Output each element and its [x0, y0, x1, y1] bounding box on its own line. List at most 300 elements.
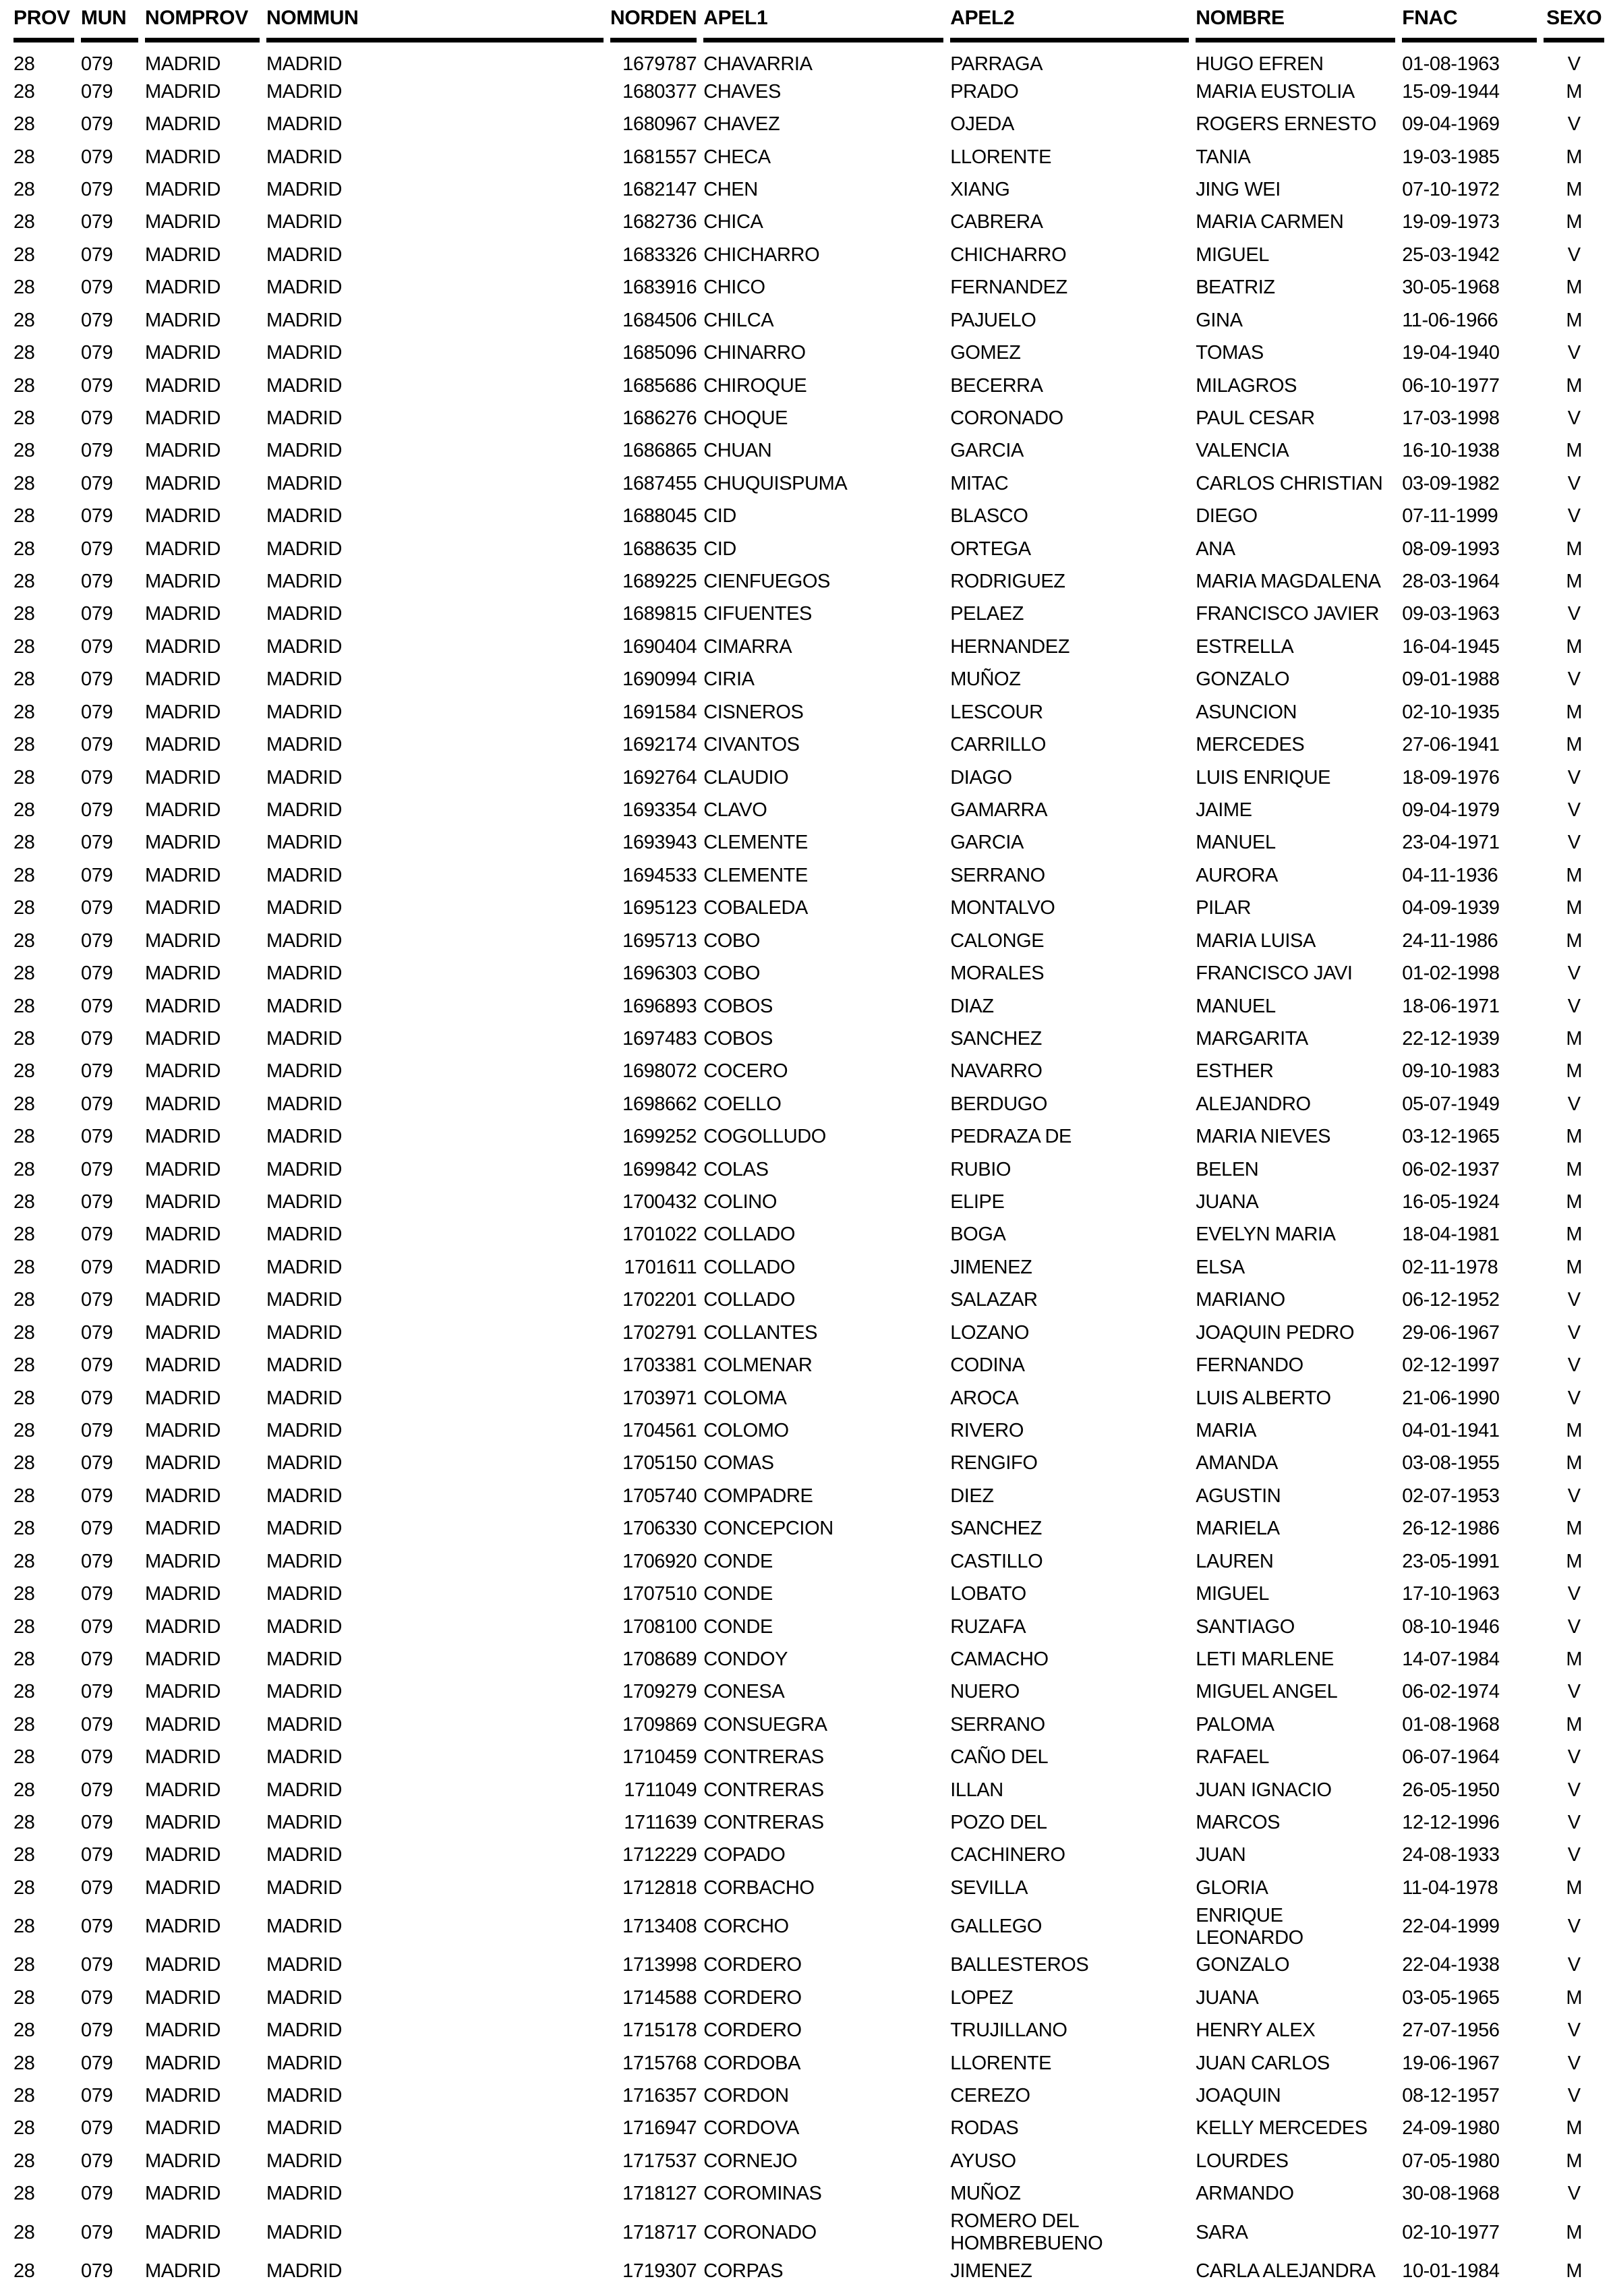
cell-mun: 079 [81, 1027, 113, 1050]
cell-prov: 28 [13, 1191, 35, 1213]
cell-apel1: CHICHARRO [703, 243, 820, 266]
cell-fnac: 04-09-1939 [1402, 897, 1500, 919]
cell-apel2: MORALES [950, 963, 1045, 985]
cell-nommun: MADRID [266, 1224, 342, 1246]
cell-apel1: COLINO [703, 1191, 778, 1213]
cell-nomprov: MADRID [145, 1060, 221, 1083]
cell-nomprov: MADRID [145, 635, 221, 658]
cell-apel1: CHAVES [703, 80, 781, 103]
cell-apel1: CORDERO [703, 2019, 802, 2042]
cell-nomprov: MADRID [145, 1583, 221, 1605]
cell-nombre: LAUREN [1196, 1550, 1274, 1572]
table-row [13, 206, 1604, 239]
table-row [13, 1643, 1604, 1675]
cell-fnac: 27-06-1941 [1402, 734, 1500, 756]
cell-fnac: 24-11-1986 [1402, 929, 1498, 952]
cell-apel1: CHUQUISPUMA [703, 472, 848, 494]
cell-nomprov: MADRID [145, 407, 221, 429]
cell-nombre: MARGARITA [1196, 1027, 1308, 1050]
cell-prov: 28 [13, 2150, 35, 2172]
table-row [13, 76, 1604, 108]
cell-mun: 079 [81, 178, 113, 200]
cell-sexo: V [1567, 1812, 1581, 1834]
table-row [13, 1121, 1604, 1153]
cell-norden: 1715178 [622, 2019, 697, 2042]
cell-prov: 28 [13, 440, 35, 462]
cell-sexo: V [1567, 603, 1581, 625]
cell-fnac: 02-11-1978 [1402, 1256, 1498, 1278]
cell-sexo: V [1567, 1321, 1581, 1344]
table-row [13, 1839, 1604, 1872]
col-header-sexo: SEXO [1544, 0, 1604, 42]
cell-nommun: MADRID [266, 2052, 342, 2074]
cell-nombre: JUANA [1196, 1986, 1259, 2009]
cell-nommun: MADRID [266, 571, 342, 593]
table-row [13, 1284, 1604, 1317]
cell-mun: 079 [81, 635, 113, 658]
cell-norden: 1716357 [622, 2085, 697, 2107]
cell-fnac: 09-03-1963 [1402, 603, 1500, 625]
cell-apel2: RUZAFA [950, 1615, 1026, 1638]
cell-nommun: MADRID [266, 1321, 342, 1344]
cell-apel1: COLLADO [703, 1289, 796, 1311]
cell-norden: 1684506 [622, 309, 697, 331]
cell-norden: 1693354 [622, 799, 697, 821]
cell-nombre: LUIS ALBERTO [1196, 1387, 1331, 1409]
cell-mun: 079 [81, 1158, 113, 1180]
cell-nommun: MADRID [266, 80, 342, 103]
cell-norden: 1701611 [624, 1256, 697, 1278]
cell-nomprov: MADRID [145, 1550, 221, 1572]
cell-apel1: CONDOY [703, 1648, 788, 1670]
cell-nomprov: MADRID [145, 1224, 221, 1246]
table-row [13, 925, 1604, 957]
cell-nombre: GINA [1196, 309, 1243, 331]
table-row [13, 1709, 1604, 1741]
cell-apel2: CASTILLO [950, 1550, 1043, 1572]
cell-norden: 1680377 [622, 80, 697, 103]
cell-fnac: 08-10-1946 [1402, 1615, 1500, 1638]
cell-nommun: MADRID [266, 2183, 342, 2205]
table-row [13, 1982, 1604, 2014]
cell-sexo: M [1566, 440, 1583, 462]
cell-sexo: V [1567, 1485, 1581, 1507]
cell-nomprov: MADRID [145, 929, 221, 952]
cell-apel2: TRUJILLANO [950, 2019, 1067, 2042]
cell-nombre: CARLA ALEJANDRA [1196, 2260, 1376, 2282]
cell-apel2: CAMACHO [950, 1648, 1049, 1670]
cell-mun: 079 [81, 1289, 113, 1311]
table-row [13, 696, 1604, 728]
cell-nomprov: MADRID [145, 2117, 221, 2140]
cell-norden: 1703971 [622, 1387, 697, 1409]
cell-sexo: V [1567, 2085, 1581, 2107]
cell-fnac: 05-07-1949 [1402, 1093, 1500, 1115]
table-row [13, 892, 1604, 925]
cell-norden: 1681557 [622, 146, 697, 168]
cell-fnac: 27-07-1956 [1402, 2019, 1500, 2042]
cell-fnac: 02-10-1977 [1402, 2221, 1500, 2243]
cell-prov: 28 [13, 929, 35, 952]
cell-norden: 1705150 [622, 1452, 697, 1474]
cell-fnac: 10-01-1984 [1402, 2260, 1500, 2282]
cell-sexo: M [1566, 701, 1583, 723]
cell-apel2: SALAZAR [950, 1289, 1038, 1311]
cell-mun: 079 [81, 277, 113, 299]
cell-apel2: OJEDA [950, 113, 1014, 136]
cell-apel1: CONESA [703, 1681, 785, 1703]
cell-sexo: V [1567, 1387, 1581, 1409]
cell-prov: 28 [13, 2052, 35, 2074]
cell-norden: 1713998 [622, 1954, 697, 1976]
table-row [13, 1414, 1604, 1447]
table-row [13, 1545, 1604, 1578]
table-row [13, 1153, 1604, 1186]
cell-apel2: CABRERA [950, 211, 1043, 233]
cell-fnac: 08-09-1993 [1402, 538, 1500, 560]
cell-apel2: LOBATO [950, 1583, 1026, 1605]
cell-nomprov: MADRID [145, 309, 221, 331]
cell-nomprov: MADRID [145, 1876, 221, 1899]
cell-fnac: 16-04-1945 [1402, 635, 1500, 658]
cell-nommun: MADRID [266, 1158, 342, 1180]
cell-mun: 079 [81, 2150, 113, 2172]
cell-nombre: PALOMA [1196, 1713, 1274, 1735]
cell-sexo: V [1567, 1779, 1581, 1801]
cell-nomprov: MADRID [145, 146, 221, 168]
cell-nomprov: MADRID [145, 1452, 221, 1474]
cell-nommun: MADRID [266, 1485, 342, 1507]
cell-nombre: MARIA CARMEN [1196, 211, 1344, 233]
cell-sexo: M [1566, 571, 1583, 593]
cell-nomprov: MADRID [145, 472, 221, 494]
cell-norden: 1688045 [622, 505, 697, 527]
cell-nomprov: MADRID [145, 53, 221, 75]
cell-norden: 1695713 [622, 929, 697, 952]
cell-norden: 1690404 [622, 635, 697, 658]
cell-sexo: V [1567, 243, 1581, 266]
cell-fnac: 19-06-1967 [1402, 2052, 1500, 2074]
cell-norden: 1686276 [622, 407, 697, 429]
cell-nommun: MADRID [266, 1256, 342, 1278]
cell-mun: 079 [81, 2221, 113, 2243]
cell-mun: 079 [81, 2260, 113, 2282]
cell-apel1: CONDE [703, 1550, 773, 1572]
cell-fnac: 30-08-1968 [1402, 2183, 1500, 2205]
cell-nomprov: MADRID [145, 374, 221, 397]
cell-apel1: CONDE [703, 1615, 773, 1638]
cell-fnac: 17-03-1998 [1402, 407, 1500, 429]
cell-nomprov: MADRID [145, 505, 221, 527]
cell-nombre: JUAN CARLOS [1196, 2052, 1330, 2074]
cell-nombre: MARIA NIEVES [1196, 1126, 1331, 1148]
cell-apel1: COCERO [703, 1060, 788, 1083]
cell-nombre: LOURDES [1196, 2150, 1289, 2172]
cell-nomprov: MADRID [145, 995, 221, 1017]
table-row [13, 598, 1604, 631]
cell-mun: 079 [81, 2052, 113, 2074]
table-row [13, 1949, 1604, 1982]
cell-norden: 1711639 [624, 1812, 697, 1834]
cell-nommun: MADRID [266, 832, 342, 854]
cell-fnac: 12-12-1996 [1402, 1812, 1500, 1834]
cell-norden: 1709279 [622, 1681, 697, 1703]
cell-nomprov: MADRID [145, 277, 221, 299]
table-row [13, 1251, 1604, 1284]
cell-apel1: CONDE [703, 1583, 773, 1605]
table-row [13, 1578, 1604, 1610]
cell-fnac: 01-02-1998 [1402, 963, 1500, 985]
table-header [13, 0, 1604, 42]
cell-sexo: V [1567, 766, 1581, 788]
cell-apel2: CAÑO DEL [950, 1746, 1049, 1769]
cell-sexo: M [1566, 1191, 1583, 1213]
cell-apel1: CHEN [703, 178, 758, 200]
cell-mun: 079 [81, 113, 113, 136]
cell-mun: 079 [81, 1060, 113, 1083]
cell-norden: 1702201 [622, 1289, 697, 1311]
cell-apel2: NAVARRO [950, 1060, 1043, 1083]
cell-sexo: M [1566, 897, 1583, 919]
cell-apel2: BLASCO [950, 505, 1028, 527]
cell-nomprov: MADRID [145, 766, 221, 788]
cell-norden: 1714588 [622, 1986, 697, 2009]
cell-nombre: HUGO EFREN [1196, 53, 1324, 75]
cell-prov: 28 [13, 1954, 35, 1976]
cell-apel2: CEREZO [950, 2085, 1030, 2107]
cell-nommun: MADRID [266, 635, 342, 658]
cell-nommun: MADRID [266, 1550, 342, 1572]
cell-mun: 079 [81, 1615, 113, 1638]
cell-fnac: 18-04-1981 [1402, 1224, 1500, 1246]
cell-norden: 1685686 [622, 374, 697, 397]
cell-sexo: M [1566, 1158, 1583, 1180]
cell-mun: 079 [81, 929, 113, 952]
cell-sexo: M [1566, 1550, 1583, 1572]
cell-fnac: 23-05-1991 [1402, 1550, 1500, 1572]
cell-sexo: M [1566, 1060, 1583, 1083]
table-row [13, 1872, 1604, 1904]
cell-norden: 1699842 [622, 1158, 697, 1180]
cell-nommun: MADRID [266, 668, 342, 691]
cell-prov: 28 [13, 1713, 35, 1735]
cell-mun: 079 [81, 603, 113, 625]
cell-nommun: MADRID [266, 929, 342, 952]
table-row [13, 2014, 1604, 2046]
cell-fnac: 19-04-1940 [1402, 342, 1500, 364]
cell-apel2: LOPEZ [950, 1986, 1014, 2009]
cell-prov: 28 [13, 178, 35, 200]
cell-mun: 079 [81, 1681, 113, 1703]
cell-apel1: CHICO [703, 277, 765, 299]
cell-sexo: V [1567, 2019, 1581, 2042]
cell-apel1: CHICA [703, 211, 763, 233]
cell-nomprov: MADRID [145, 440, 221, 462]
table-row [13, 762, 1604, 794]
cell-norden: 1706920 [622, 1550, 697, 1572]
cell-prov: 28 [13, 277, 35, 299]
cell-nombre: HENRY ALEX [1196, 2019, 1316, 2042]
table-row [13, 1219, 1604, 1251]
table-row [13, 1447, 1604, 1480]
cell-fnac: 26-12-1986 [1402, 1518, 1500, 1540]
cell-mun: 079 [81, 243, 113, 266]
cell-nomprov: MADRID [145, 864, 221, 886]
cell-norden: 1713408 [622, 1916, 697, 1938]
cell-mun: 079 [81, 2085, 113, 2107]
cell-apel2: MUÑOZ [950, 2183, 1021, 2205]
cell-nombre: FRANCISCO JAVIER [1196, 603, 1380, 625]
col-header-apel2: APEL2 [950, 0, 1189, 42]
cell-nomprov: MADRID [145, 1681, 221, 1703]
header-row [13, 0, 1604, 42]
cell-sexo: M [1566, 2117, 1583, 2140]
cell-nomprov: MADRID [145, 243, 221, 266]
cell-nombre: AGUSTIN [1196, 1485, 1281, 1507]
cell-mun: 079 [81, 995, 113, 1017]
cell-apel1: COLLADO [703, 1224, 796, 1246]
cell-norden: 1712818 [622, 1876, 697, 1899]
cell-mun: 079 [81, 472, 113, 494]
cell-nomprov: MADRID [145, 1158, 221, 1180]
cell-sexo: V [1567, 1954, 1581, 1976]
cell-nommun: MADRID [266, 505, 342, 527]
cell-norden: 1700432 [622, 1191, 697, 1213]
cell-prov: 28 [13, 1126, 35, 1148]
table-row [13, 2113, 1604, 2145]
col-header-fnac: FNAC [1402, 0, 1537, 42]
cell-prov: 28 [13, 701, 35, 723]
cell-apel2: SERRANO [950, 864, 1045, 886]
cell-prov: 28 [13, 407, 35, 429]
cell-mun: 079 [81, 1387, 113, 1409]
cell-sexo: M [1566, 1518, 1583, 1540]
cell-mun: 079 [81, 2019, 113, 2042]
cell-prov: 28 [13, 995, 35, 1017]
cell-nommun: MADRID [266, 1191, 342, 1213]
cell-apel2: PARRAGA [950, 53, 1043, 75]
cell-nombre: SANTIAGO [1196, 1615, 1295, 1638]
cell-nombre: ESTHER [1196, 1060, 1274, 1083]
cell-nommun: MADRID [266, 963, 342, 985]
cell-nombre: TOMAS [1196, 342, 1264, 364]
table-row [13, 957, 1604, 989]
cell-fnac: 18-09-1976 [1402, 766, 1500, 788]
cell-apel1: CONSUEGRA [703, 1713, 827, 1735]
table-row [13, 1611, 1604, 1643]
cell-prov: 28 [13, 2183, 35, 2205]
cell-sexo: V [1567, 832, 1581, 854]
cell-nommun: MADRID [266, 1452, 342, 1474]
cell-prov: 28 [13, 1986, 35, 2009]
cell-prov: 28 [13, 832, 35, 854]
cell-nomprov: MADRID [145, 701, 221, 723]
cell-sexo: M [1566, 1027, 1583, 1050]
cell-prov: 28 [13, 2117, 35, 2140]
cell-prov: 28 [13, 80, 35, 103]
cell-nommun: MADRID [266, 1387, 342, 1409]
cell-prov: 28 [13, 1844, 35, 1866]
cell-nommun: MADRID [266, 1746, 342, 1769]
cell-nombre: MARIA [1196, 1420, 1257, 1441]
cell-nombre: MARIELA [1196, 1518, 1280, 1540]
col-header-nombre: NOMBRE [1196, 0, 1395, 42]
cell-sexo: V [1567, 963, 1581, 985]
cell-apel1: CIENFUEGOS [703, 571, 830, 593]
roster-table [7, 0, 1611, 2287]
cell-apel2: RODAS [950, 2117, 1019, 2140]
cell-nomprov: MADRID [145, 1779, 221, 1801]
cell-prov: 28 [13, 1583, 35, 1605]
cell-nommun: MADRID [266, 766, 342, 788]
cell-apel1: CID [703, 505, 736, 527]
table-row [13, 435, 1604, 467]
cell-nombre: LETI MARLENE [1196, 1648, 1334, 1670]
cell-norden: 1697483 [622, 1027, 697, 1050]
cell-apel2: ROMERO DEL HOMBREBUENO [950, 2210, 1103, 2254]
table-row [13, 402, 1604, 434]
cell-prov: 28 [13, 1746, 35, 1769]
cell-sexo: M [1566, 1713, 1583, 1735]
cell-fnac: 25-03-1942 [1402, 243, 1500, 266]
cell-mun: 079 [81, 374, 113, 397]
cell-apel1: COLAS [703, 1158, 769, 1180]
cell-mun: 079 [81, 1746, 113, 1769]
cell-norden: 1701022 [622, 1224, 697, 1246]
table-row [13, 304, 1604, 337]
cell-apel2: LESCOUR [950, 701, 1043, 723]
table-row [13, 2178, 1604, 2210]
cell-nomprov: MADRID [145, 1093, 221, 1115]
cell-mun: 079 [81, 1954, 113, 1976]
cell-nomprov: MADRID [145, 1713, 221, 1735]
cell-sexo: M [1566, 1986, 1583, 2009]
cell-mun: 079 [81, 342, 113, 364]
table-row [13, 1513, 1604, 1545]
cell-apel2: DIEZ [950, 1485, 994, 1507]
cell-prov: 28 [13, 2221, 35, 2243]
cell-apel2: CORONADO [950, 407, 1063, 429]
cell-apel2: CALONGE [950, 929, 1045, 952]
cell-nomprov: MADRID [145, 799, 221, 821]
cell-mun: 079 [81, 963, 113, 985]
cell-mun: 079 [81, 571, 113, 593]
cell-nommun: MADRID [266, 995, 342, 1017]
cell-fnac: 09-04-1969 [1402, 113, 1500, 136]
cell-nommun: MADRID [266, 1713, 342, 1735]
cell-nombre: AMANDA [1196, 1452, 1278, 1474]
cell-norden: 1689225 [622, 571, 697, 593]
cell-mun: 079 [81, 1876, 113, 1899]
cell-mun: 079 [81, 211, 113, 233]
cell-mun: 079 [81, 505, 113, 527]
cell-nombre: BELEN [1196, 1158, 1259, 1180]
cell-fnac: 02-07-1953 [1402, 1485, 1500, 1507]
cell-fnac: 07-11-1999 [1402, 505, 1498, 527]
cell-apel2: AROCA [950, 1387, 1019, 1409]
table-body [13, 42, 1604, 2287]
cell-norden: 1712229 [622, 1844, 697, 1866]
cell-nommun: MADRID [266, 1648, 342, 1670]
cell-nombre: MILAGROS [1196, 374, 1297, 397]
cell-mun: 079 [81, 1126, 113, 1148]
cell-sexo: V [1567, 1583, 1581, 1605]
cell-nomprov: MADRID [145, 1746, 221, 1769]
cell-fnac: 22-04-1999 [1402, 1916, 1500, 1938]
cell-nombre: ESTRELLA [1196, 635, 1294, 658]
cell-sexo: M [1566, 1126, 1583, 1148]
cell-apel1: CLEMENTE [703, 864, 808, 886]
